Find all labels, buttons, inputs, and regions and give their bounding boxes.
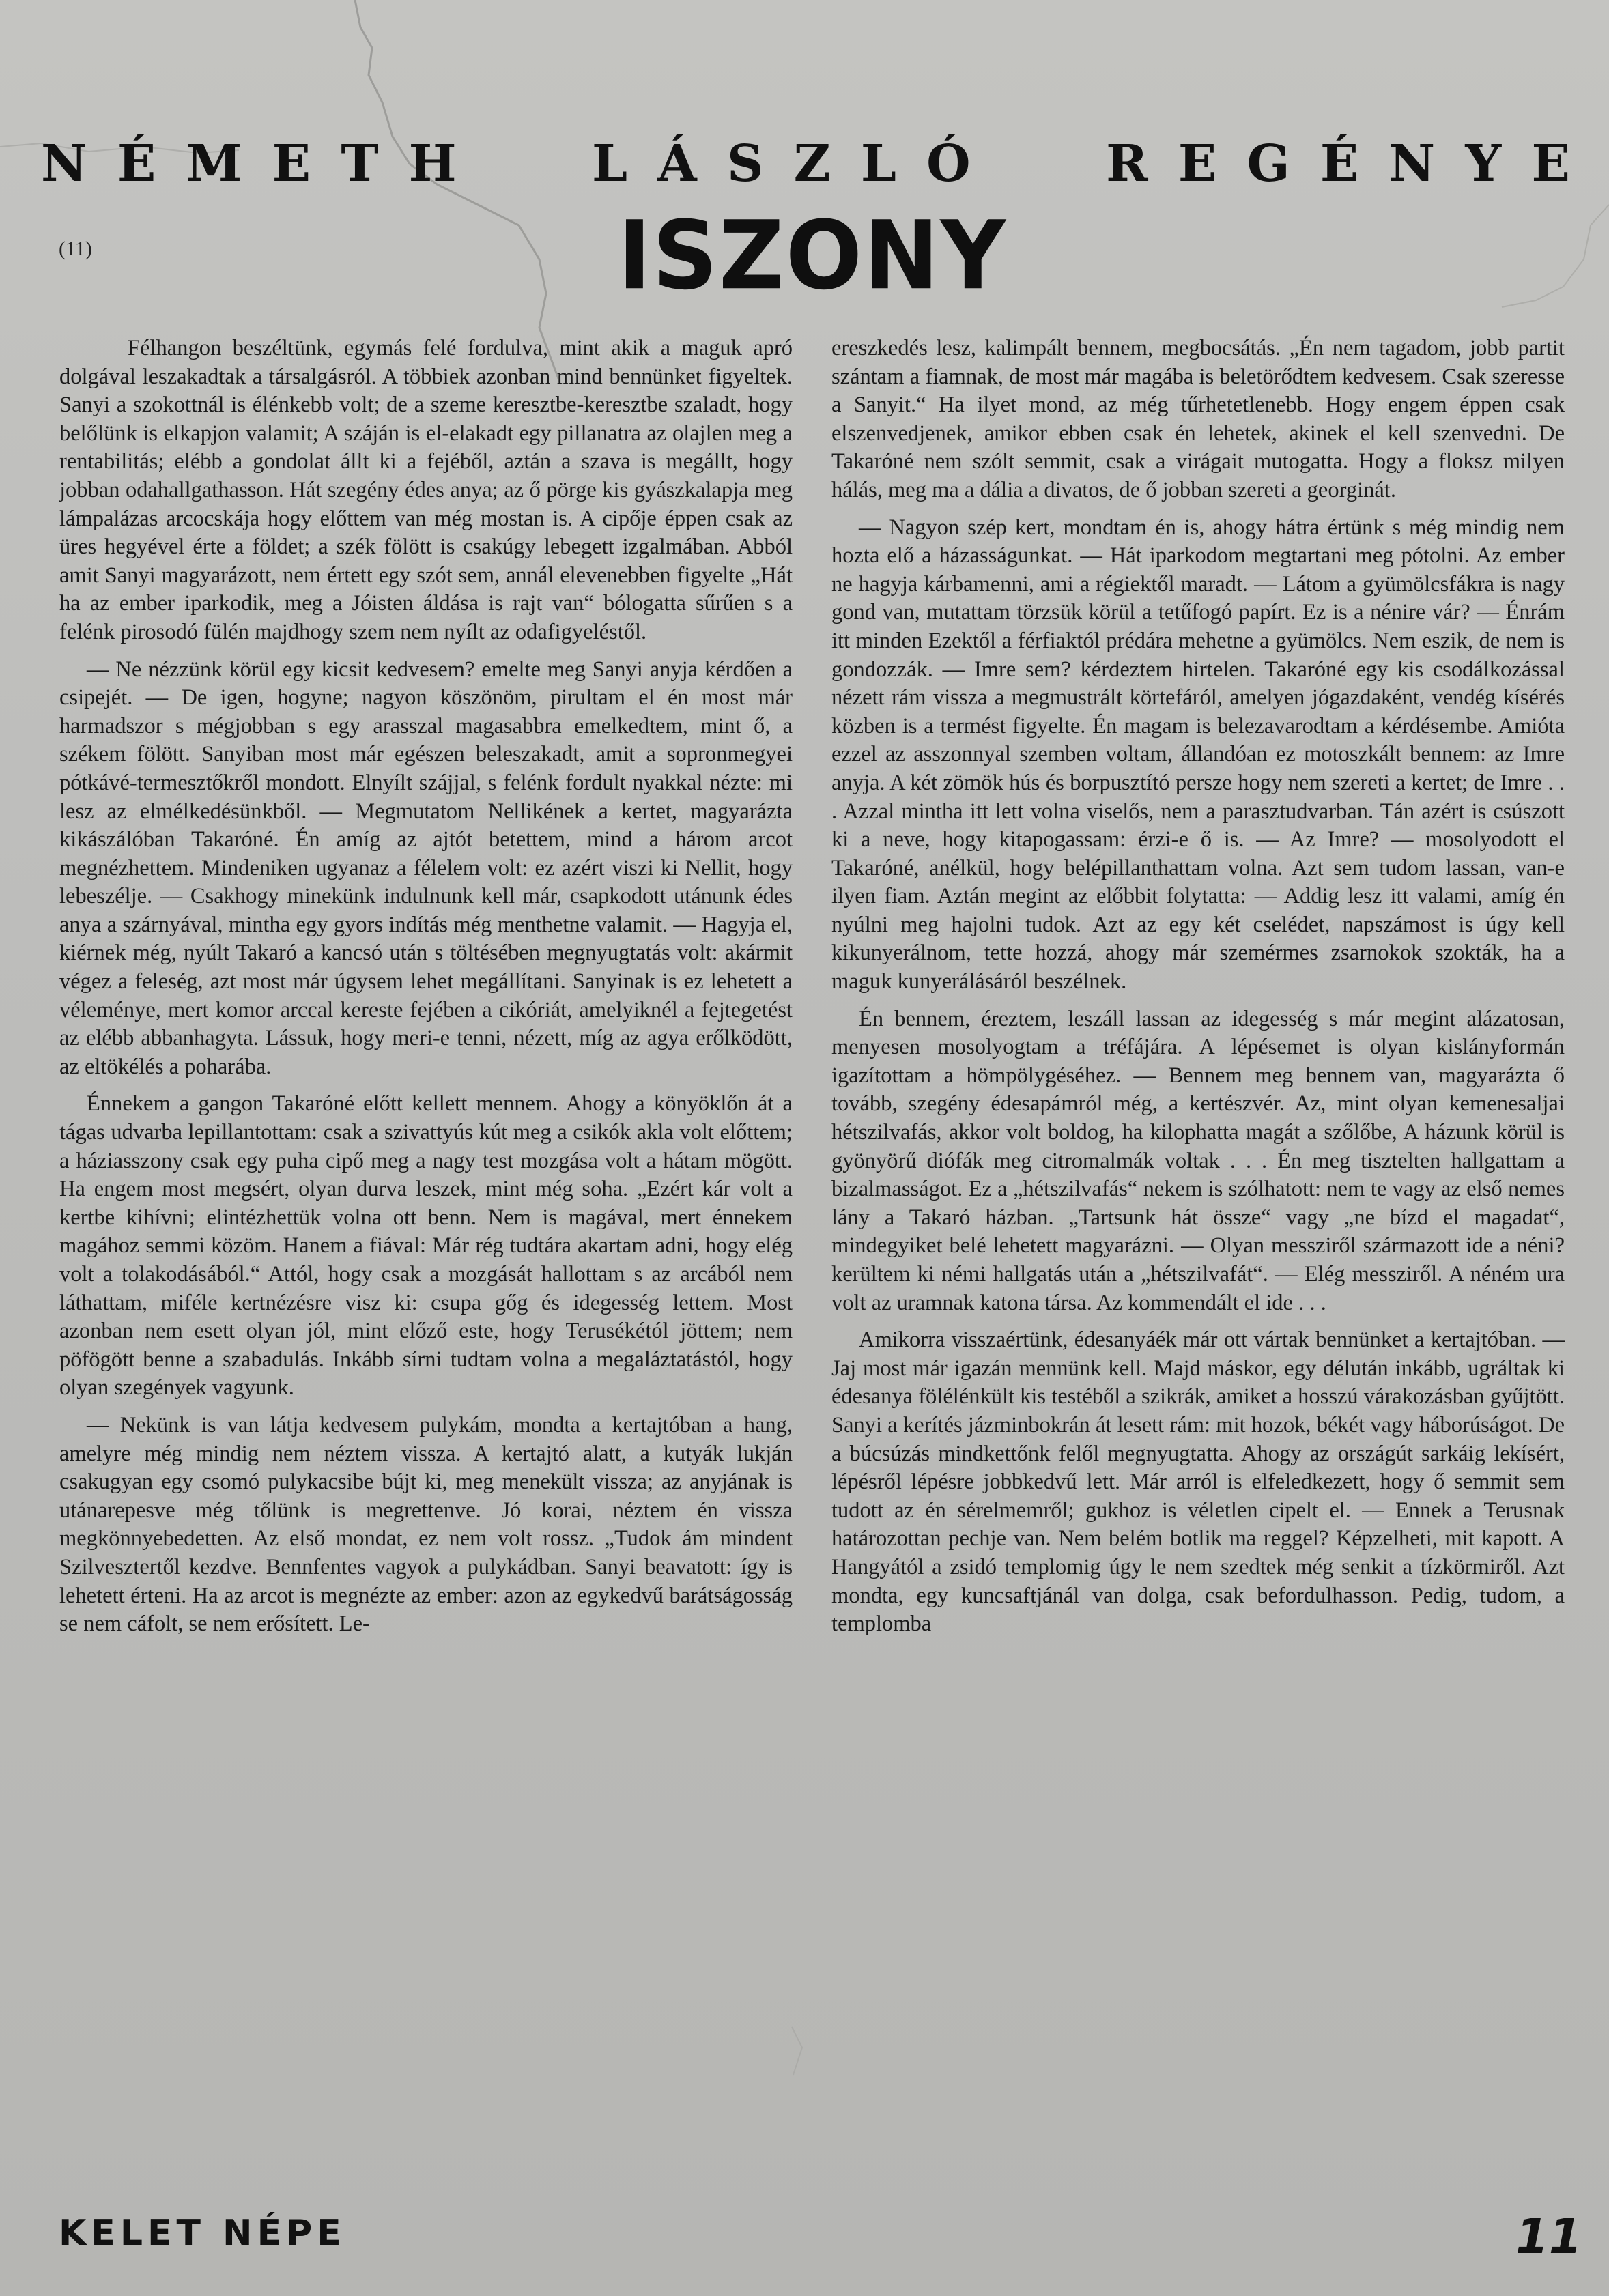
paragraph: Amikorra visszaértünk, édesanyáék már ott vártak bennünket a kertajtóban. — Jaj most már igazán mennünk kell. Majd máskor, egy délután inkább, ugráltak ki édesanya fölélénkült kis testéből a szikrák, amiket a hosszú várakozásban gyűjtött. Sanyi a kerítés jázminbokrán át lesett rám: mit hozok, békét vagy háborúságot. De a búcsúzás mindkettőnk felől megnyugtatta. Ahogy az országút sarkáig lekísért, lépésről lépésre jobbkedvű lett. Már arról is elfeledkezett, hogy ő semmit sem tudott az én sérelmemről; gukhoz is véletlen cipelt el. — Ennek a Terusnak határozottan pechje van. Nem belém botlik ma reggel? Képzelheti, mit kapott. A Hangyától a zsidó templomig úgy le nem szedtek még senkit a tízkörmiről. Azt mondta, egy kuncsaftjánál van dolga, csak befordulhasson. Pedig, tudom, a templomba [831, 1328, 1565, 1637]
paragraph: — Ne nézzünk körül egy kicsit kedvesem? emelte meg Sanyi anyja kérdően a csipejét. — De igen, hogyne; nagyon köszönöm, pirultam el én most már harmadszor s mégjobban s egy arasszal magasabbra emelkedtem, mint ő, a székem fölött. Sanyiban most már egészen beleszakadt, amit a sopronmegyei pótkávé-termesztőkről mondott. Elnyílt szájjal, s felénk fordult nyakkal nézte: mi lesz az elmélkedésünkből. — Megmutatom Nellikének a kertet, magyarázta kikászálóban Takaróné. Én amíg az ajtót betettem, mind a három arcot megnézhettem. Mindeniken ugyanaz a félelem volt: ez azért viszi ki Nellit, hogy lebeszélje. — Csakhogy minekünk indulnunk kell már, csapkodott utánunk édes anya a szárnyával, mintha egy gyors indítás még menthetne valamit. — Hagyja el, kiérnek még, nyúlt Takaró a kancsó után s töltésében megnyugtatás volt: akármit végez a feleség, azt most már úgysem lehet megállítani. Sanyinak is ez lehetett a véleménye, mert komor arccal kereste fejében a cikóriát, amelyiknél a fejtegetést az elébb abbanhagyta. Lássuk, hogy meri-e tenni, nézett, míg az agya erőlködött, az eltökélés a poharába. [59, 657, 793, 1079]
series-letter: G [1247, 134, 1290, 193]
series-title [41, 133, 1570, 195]
series-letter: Z [793, 134, 831, 193]
series-letter: É [1320, 134, 1359, 193]
series-letter: Y [1465, 134, 1502, 193]
paragraph: Félhangon beszéltünk, egymás felé fordulva, mint akik a maguk apró dolgával leszakadtak a társalgásról. A többiek azonban mind bennünket figyeltek. Sanyi a szokottnál is élénkebb volt; de a szeme keresztbe-keresztbe szaladt, hogy belőlünk is elkapjon valamit; A száján is el-elakadt egy pillanatra az olajlen meg a rentabilitás; elébb a gondolat állt ki a fejéből, aztán a szava is megállt, hogy jobban odahallgathasson. Hát szegény édes anya; az ő pörge kis gyászkalapja meg lámpalázas arcocskája hogy előttem van még mostan is. A cipője éppen csak az üres hegyével érte a földet; a szék fölött is csakúgy lebegett izgalmában. Abból amit Sanyi magyarázott, nem értett egy szót sem, annál elevenebben figyelte „Hát ha az ember iparkodik, meg a Jóisten áldása is rajt van“ bólogatta sűrűen s a felénk pirosodó fülén majdhogy szem nem nyílt az odafigyeléstől. [59, 336, 793, 644]
article-title: ISZONY [617, 201, 1008, 311]
series-letter: T [341, 134, 379, 193]
paragraph: Énnekem a gangon Takaróné előtt kellett mennem. Ahogy a könyöklőn át a tágas udvarba lepillantottam: csak a szivattyús kút meg a csikók akla volt előttem; a háziasszony csak egy puha cipő meg a nagy test mozgása volt a hátam mögött. Ha engem most megsért, olyan durva leszek, mint még soha. „Ezért kár volt a kertbe kihívni; elintézhettük volna ott benn. Nem is magával, mert énnekem magához semmi közöm. Hanem a fiával: Már rég tudtára akartam adni, hogy elég volt a tolakodásából.“ Attól, hogy csak a mozgását hallottam s az arcából nem láthattam, miféle kertnézésre visz ki: csupa gőg és idegesség lettem. Most azonban nem esett olyan jól, mint előző este, hogy Terusékétól jöttem; nem pöfögött benne a szabadulás. Inkább sírni tudtam volna a megaláztatástól, hogy olyan szegények vagyunk. [59, 1091, 793, 1401]
series-letter: S [726, 134, 764, 193]
page-number: 11 [1515, 2209, 1582, 2265]
series-letter: E [1531, 134, 1570, 193]
series-letter: N [1389, 134, 1436, 193]
text-column-left [59, 334, 793, 1648]
series-letter: Á [657, 134, 697, 193]
series-letter: Ó [926, 134, 971, 193]
series-letter: N [41, 134, 87, 193]
paragraph: — Nagyon szép kert, mondtam én is, ahogy hátra értünk s még mindig nem hozta elő a házasságunkat. — Hát iparkodom megtartani meg pótolni. Az ember ne hagyja kárbamenni, ami a régiektől maradt. — Látom a gyümölcsfákra is nagy gond van, mutattam törzsük körül a tetűfogó papírt. Ez is a nénire vár? — Énrám itt minden Ezektől a férfiaktól prédára mehetne a gyümölcs. Nem eszik, de nem is gondozzák. — Imre sem? kérdeztem hirtelen. Takaróné egy kis csodálkozással nézett rám vissza a megmustrált körtefáról, amelyen jógazdaként, vendég kísérés közben is a termést figyelte. Én magam is belezavarodtam a kérdésembe. Amióta ezzel az asszonnyal szemben voltam, állandóan ez motoszkált bennem: az Imre anyja. A két zömök hús és borpusztító persze hogy nem szereti a kertet; de Imre . . . Azzal mintha itt lett volna viselős, nem a parasztudvarban. Tán azért is csúszott ki a neve, hogy kitapogassam: érzi-e ő is. — Az Imre? — mosolyodott el Takaróné, anélkül, hogy belépillanthattam volna. Azt sem tudom lassan, van-e ilyen fiam. Aztán megint az előbbit folytatta: — Addig lesz itt valami, amíg én nyúlni meg hajolni tudok. Azt az egy két cselédet, napszámost is úgy kell kikunyerálnom, tette hozzá, ahogy már szemérmes zsarnokok szokták, ha a maguk kunyerálásáról beszélnek. [831, 515, 1565, 994]
series-letter: E [272, 134, 311, 193]
paragraph: Én bennem, éreztem, leszáll lassan az idegesség s már megint alázatosan, menyesen mosolyogtam a tréfájára. A lépésemet is olyan kislányformán igazítottam a hömpölygéséhez. — Bennem meg bennem van, magyarázta ő tovább, szegény édesapámról még, a kertészvér. Az, mint olyan kemenesaljai hétszilvafás, akkor volt boldog, ha kilophatta magát a szőlőbe, A házunk körül is gyönyörű diófák meg citromalmák voltak . . . Én meg tisztelten hallgattam a bizalmasságot. Ez a „hétszilvafás“ nekem is szólhatott: nem te vagy az első nemes lány a Takaró házban. „Tartsunk hát össze“ vagy „ne bízd el magadat“, mindegyiket belé lehetett magyarázni. — Olyan messziről származott ide a néni? kerültem ki némi hallgatás után a „hétszilvafát“. — Elég messziről. A néném ura volt az uramnak katona társa. Az kommendált el ide . . . [831, 1006, 1565, 1315]
series-letter: L [860, 134, 896, 193]
series-letter: M [186, 134, 242, 193]
episode-number: (11) [59, 238, 92, 260]
series-letter: E [1178, 134, 1217, 193]
paragraph: ereszkedés lesz, kalimpált bennem, megbocsátás. „Én nem tagadom, jobb partit szántam a fiamnak, de most már magába is beletörődtem kedvesem. Csak szeresse a Sanyit.“ Ha ilyet mond, az még tűrhetetlenebb. Hogy engem éppen csak elszenvedjenek, amikor ebben csak én lehetek, akinek el kell szenvedni. De Takaróné nem szólt semmit, csak a virágait mutogatta. Hogy a floksz milyen hálás, meg ma a dália a divatos, de ő jobban szereti a georginát. [831, 336, 1565, 502]
text-column-right [831, 334, 1565, 1648]
paragraph: — Nekünk is van látja kedvesem pulykám, mondta a kertajtóban a hang, amelyre még mindig nem néztem vissza. A kertajtó alatt, a kutyák lukján csakugyan egy csomó pulykacsibe bújt ki, meg menekült vissza; az anyjának is utánarepesve még tőlünk is megrettenve. Jó korai, néztem én vissza megkönnyebedetten. Az első mondat, ez nem volt rossz. „Tudok ám mindent Szilvesztertől kezdve. Bennfentes vagyok a pulykádban. Sanyi beavatott: így is lehetett érteni. Ha az arcot is megnézte az ember: azon az egykedvű barátságosság se nem cáfolt, se nem erősített. Le- [59, 1412, 793, 1637]
series-letter: H [408, 134, 457, 193]
publication-name: KELET NÉPE [59, 2213, 346, 2254]
series-letter: É [117, 134, 156, 193]
series-letter: L [592, 134, 628, 193]
series-letter: R [1106, 134, 1148, 193]
